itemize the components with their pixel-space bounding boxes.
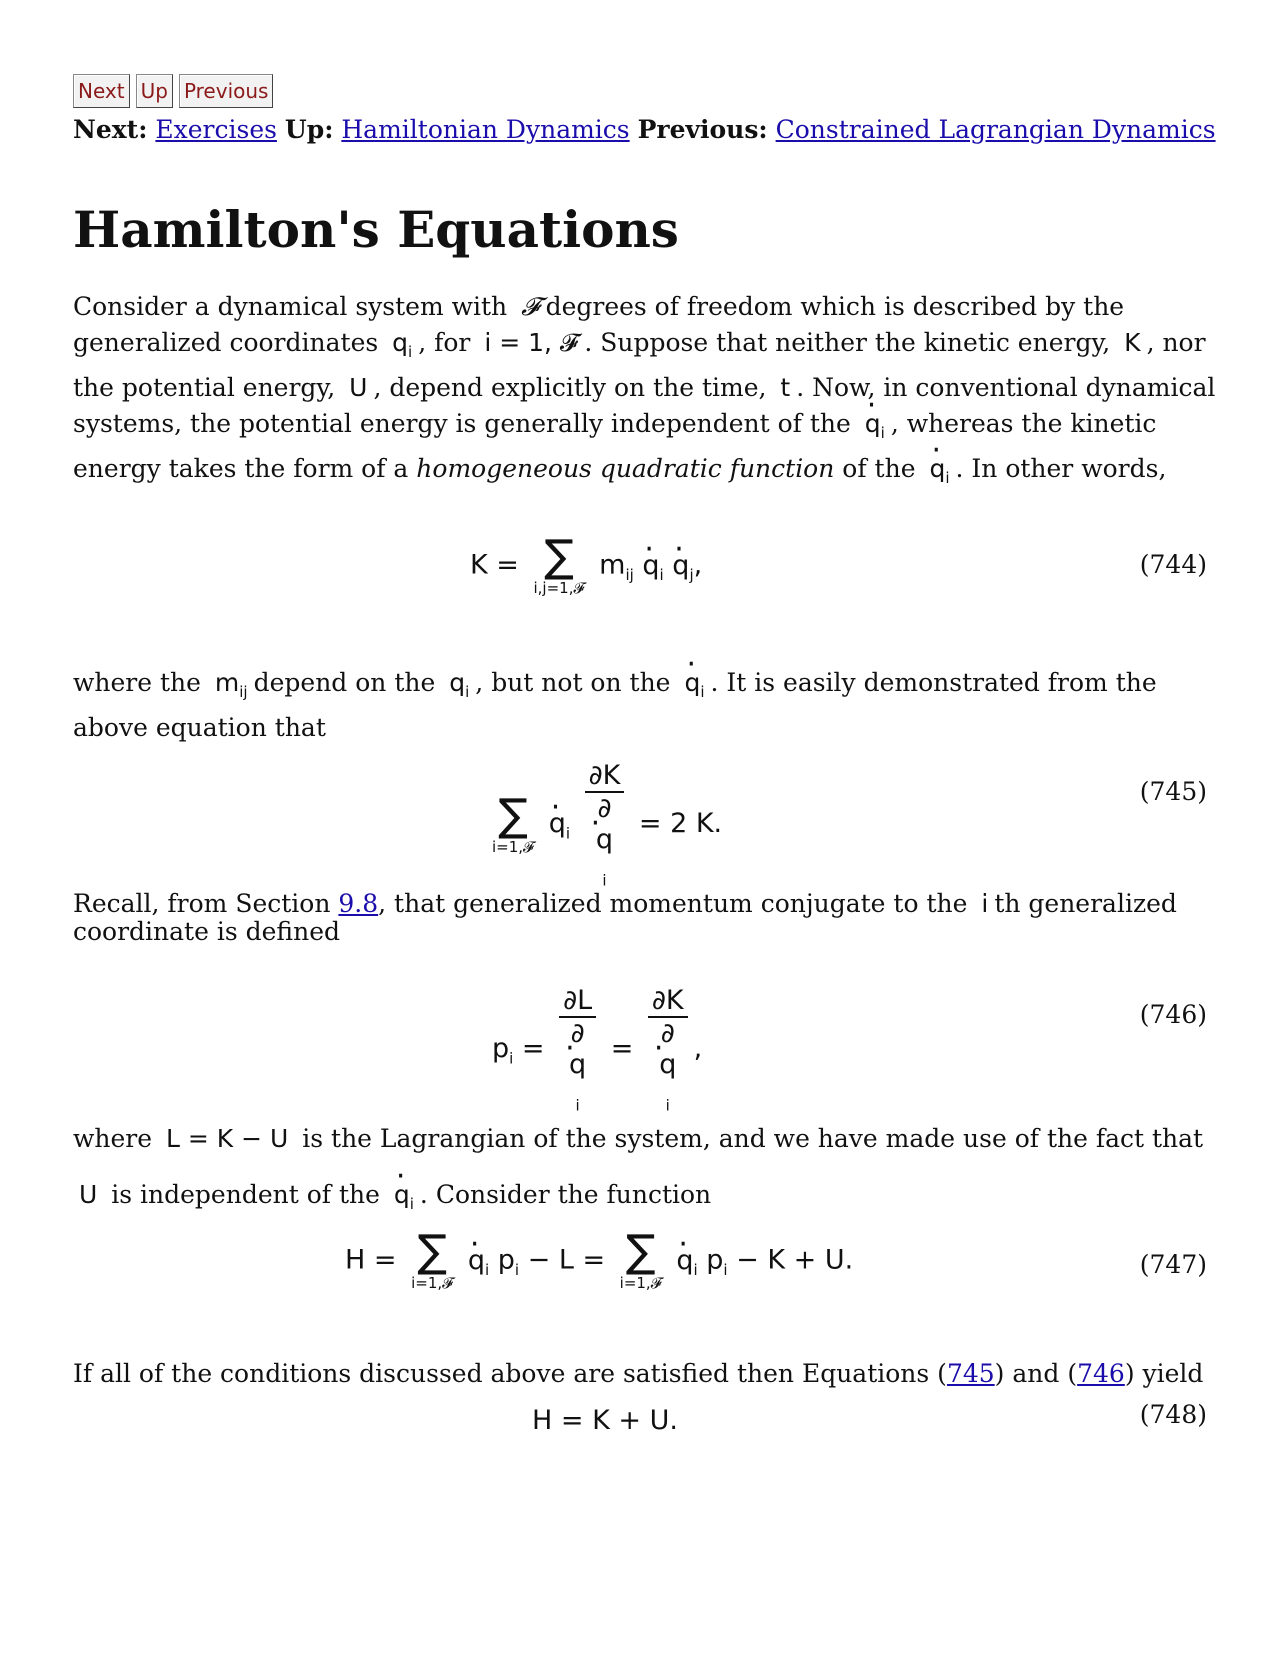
equation-number-748: (748) xyxy=(1139,1400,1207,1429)
up-link[interactable]: Hamiltonian Dynamics xyxy=(341,115,630,144)
equation-number-746: (746) xyxy=(1139,1000,1207,1029)
paragraph-5: If all of the conditions discussed above are satisfied then Equations (745) and (746) yield xyxy=(73,1359,1204,1388)
equation-744: K = ∑ i,j=1,𝓕 $m_{ij} \cdot q_i \cdot q_j$, xyxy=(470,535,702,597)
page-title: Hamilton's Equations xyxy=(73,200,679,259)
equation-number-745: (745) xyxy=(1139,777,1207,806)
nav-buttons xyxy=(73,74,273,108)
equation-746: $p_i$ = ∂L ∂ · q $_i$ = ∂K ∂ · q $_i$ , xyxy=(492,985,702,1114)
math-qdot: · $q_i$ xyxy=(859,406,891,451)
previous-button[interactable]: Previous xyxy=(179,74,274,108)
next-label: Next: xyxy=(73,115,148,144)
equation-747: H = ∑ i=1,𝓕 · $q_i$ $p_i - L$ = ∑ i=1,𝓕 · $q_i$ $p_i - K + U$. xyxy=(345,1230,853,1292)
previous-link[interactable]: Constrained Lagrangian Dynamics xyxy=(775,115,1216,144)
paragraph-3: Recall, from Section 9.8, that generalized momentum conjugate to the i th generalized coordinate is defined xyxy=(73,889,1177,946)
math-range: i = 1, 𝓕 xyxy=(484,328,579,357)
math-t: t xyxy=(780,373,791,402)
paragraph-1: Consider a dynamical system with 𝓕 degrees of freedom which is described by the generalized coordinates $q_i$ , for i = 1, 𝓕 . Suppose that neither the kinetic energy, K , nor the potential energy, U , depend explicitly on the time, t . Now, in conventional dynamical systems, the potential energy is generally independent of the · $q_i$ , whereas the kinetic energy takes the form of a homogeneous quadratic function of the · $q_i$ . In other words, xyxy=(73,289,1223,496)
math-qdot: · $q_i$ xyxy=(923,451,955,496)
math-F: 𝓕 xyxy=(521,292,540,321)
math-K: K xyxy=(1124,328,1141,357)
paragraph-2: where the $m_{ij}$ depend on the $q_i$ , but not on the · $q_i$ . It is easily demonstrated from the above equation that xyxy=(73,665,1223,746)
math-qi: $q_i$ xyxy=(392,328,413,361)
up-button[interactable]: Up xyxy=(136,74,173,108)
navigation-links xyxy=(73,115,1216,144)
section-link[interactable]: 9.8 xyxy=(338,889,379,918)
equation-link-746[interactable]: 746 xyxy=(1077,1359,1125,1388)
previous-label: Previous: xyxy=(637,115,768,144)
paragraph-4: where L = K − U is the Lagrangian of the system, and we have made use of the fact that U is independent of the · $q_i$ . Consider the function xyxy=(73,1111,1223,1232)
next-link[interactable]: Exercises xyxy=(155,115,277,144)
equation-number-744: (744) xyxy=(1139,550,1207,579)
equation-link-745[interactable]: 745 xyxy=(946,1359,995,1388)
math-U: U xyxy=(349,373,368,402)
equation-number-747: (747) xyxy=(1139,1250,1207,1279)
next-button[interactable]: Next xyxy=(73,74,130,108)
equation-748: H = K + U. xyxy=(532,1405,678,1436)
up-label: Up: xyxy=(284,115,334,144)
equation-745: ∑ i=1,𝓕 · $q_i$ ∂K ∂ · q $_i$ = 2 K. xyxy=(486,760,722,889)
